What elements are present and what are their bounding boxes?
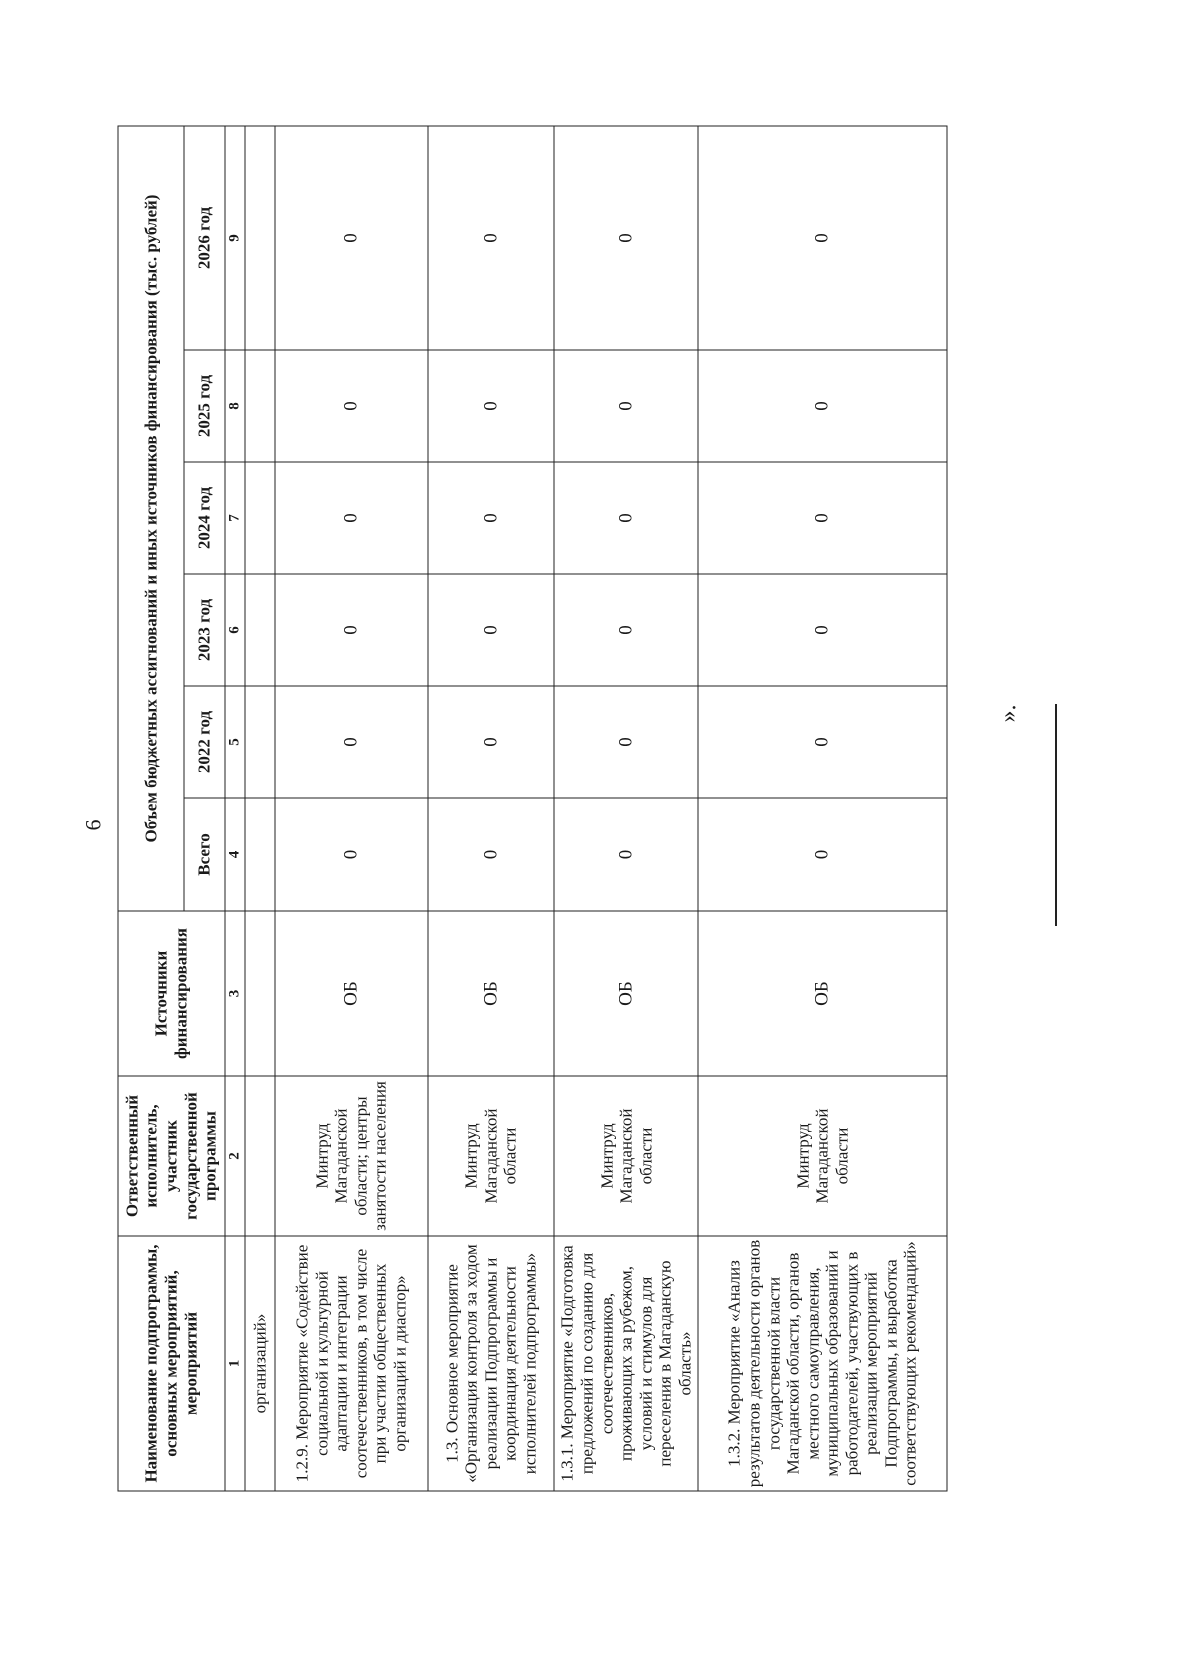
- empty-cell: [245, 126, 275, 350]
- budget-table-rotated: [118, 127, 948, 1492]
- empty-cell: [245, 911, 275, 1076]
- empty-cell: [245, 798, 275, 911]
- header-2023: 2023 год: [184, 574, 225, 686]
- row-value: 0: [554, 462, 698, 574]
- row-value: 0: [698, 350, 947, 462]
- header-2025: 2025 год: [184, 350, 225, 462]
- row-value: 0: [275, 574, 427, 686]
- header-row-1: [118, 126, 184, 1491]
- header-executor: Ответственный исполнитель, участник государственной программы: [118, 1076, 225, 1236]
- row-value: 0: [554, 350, 698, 462]
- row-value: 0: [428, 350, 555, 462]
- row-value: 0: [428, 126, 555, 350]
- col-num: 3: [225, 911, 245, 1076]
- empty-cell: [245, 574, 275, 686]
- col-num: 4: [225, 798, 245, 911]
- empty-cell: [245, 462, 275, 574]
- row-executor: Минтруд Магаданской области: [428, 1076, 555, 1236]
- header-2022: 2022 год: [184, 686, 225, 798]
- table-row: [275, 126, 427, 1491]
- row-name: 1.2.9. Мероприятие «Содействие социальной и культурной адаптации и интеграции соотечественников, в том числе при участии общественных организаций и диаспор»: [275, 1236, 427, 1491]
- header-2024: 2024 год: [184, 462, 225, 574]
- col-num: 5: [225, 686, 245, 798]
- row-executor: Минтруд Магаданской области: [698, 1076, 947, 1236]
- row-value: 0: [275, 798, 427, 911]
- col-num: 7: [225, 462, 245, 574]
- row-value: 0: [275, 462, 427, 574]
- col-num: 6: [225, 574, 245, 686]
- closing-quote: ».: [995, 704, 1022, 723]
- row-executor: Минтруд Магаданской области; центры занятости населения: [275, 1076, 427, 1236]
- page-number: 6: [80, 819, 106, 831]
- header-2026: 2026 год: [184, 126, 225, 350]
- empty-cell: [245, 350, 275, 462]
- table-row: [698, 126, 947, 1491]
- column-number-row: [225, 126, 245, 1491]
- continuation-text: организаций»: [245, 1236, 275, 1491]
- row-source: ОБ: [698, 911, 947, 1076]
- row-value: 0: [698, 574, 947, 686]
- header-sources: Источники финансирования: [118, 911, 225, 1076]
- row-source: ОБ: [275, 911, 427, 1076]
- header-volume: Объем бюджетных ассигнований и иных источников финансирования (тыс. рублей): [118, 126, 184, 911]
- row-value: 0: [698, 798, 947, 911]
- row-value: 0: [554, 126, 698, 350]
- table-row: [428, 126, 555, 1491]
- row-source: ОБ: [428, 911, 555, 1076]
- row-value: 0: [698, 126, 947, 350]
- row-value: 0: [698, 686, 947, 798]
- row-value: 0: [275, 686, 427, 798]
- row-value: 0: [428, 574, 555, 686]
- row-value: 0: [554, 574, 698, 686]
- closing-line: [1055, 704, 1057, 926]
- row-value: 0: [275, 350, 427, 462]
- col-num: 9: [225, 126, 245, 350]
- col-num: 2: [225, 1076, 245, 1236]
- row-executor: Минтруд Магаданской области: [554, 1076, 698, 1236]
- row-value: 0: [428, 798, 555, 911]
- row-name: 1.3.2. Мероприятие «Анализ результатов деятельности органов государственной власти Магаданской области, органов местного самоуправления, муниципальных образований и работодателей, участвующих в реализации мероприятий Подпрограммы, и выработка соответствующих рекомендаций»: [698, 1236, 947, 1491]
- row-value: 0: [698, 462, 947, 574]
- row-source: ОБ: [554, 911, 698, 1076]
- empty-cell: [245, 1076, 275, 1236]
- row-value: 0: [428, 686, 555, 798]
- row-value: 0: [554, 686, 698, 798]
- empty-cell: [245, 686, 275, 798]
- continuation-row: [245, 126, 275, 1491]
- row-value: 0: [428, 462, 555, 574]
- header-name: Наименование подпрограммы, основных мероприятий, мероприятий: [118, 1236, 225, 1491]
- row-value: 0: [554, 798, 698, 911]
- header-total: Всего: [184, 798, 225, 911]
- row-name: 1.3. Основное мероприятие «Организация контроля за ходом реализации Подпрограммы и координация деятельности исполнителей подпрограммы»: [428, 1236, 555, 1491]
- table-row: [554, 126, 698, 1491]
- budget-table: [118, 125, 948, 1491]
- col-num: 1: [225, 1236, 245, 1491]
- row-name: 1.3.1. Мероприятие «Подготовка предложений по созданию для соотечественников, проживающих за рубежом, условий и стимулов для переселения в Магаданскую область»: [554, 1236, 698, 1491]
- row-value: 0: [275, 126, 427, 350]
- col-num: 8: [225, 350, 245, 462]
